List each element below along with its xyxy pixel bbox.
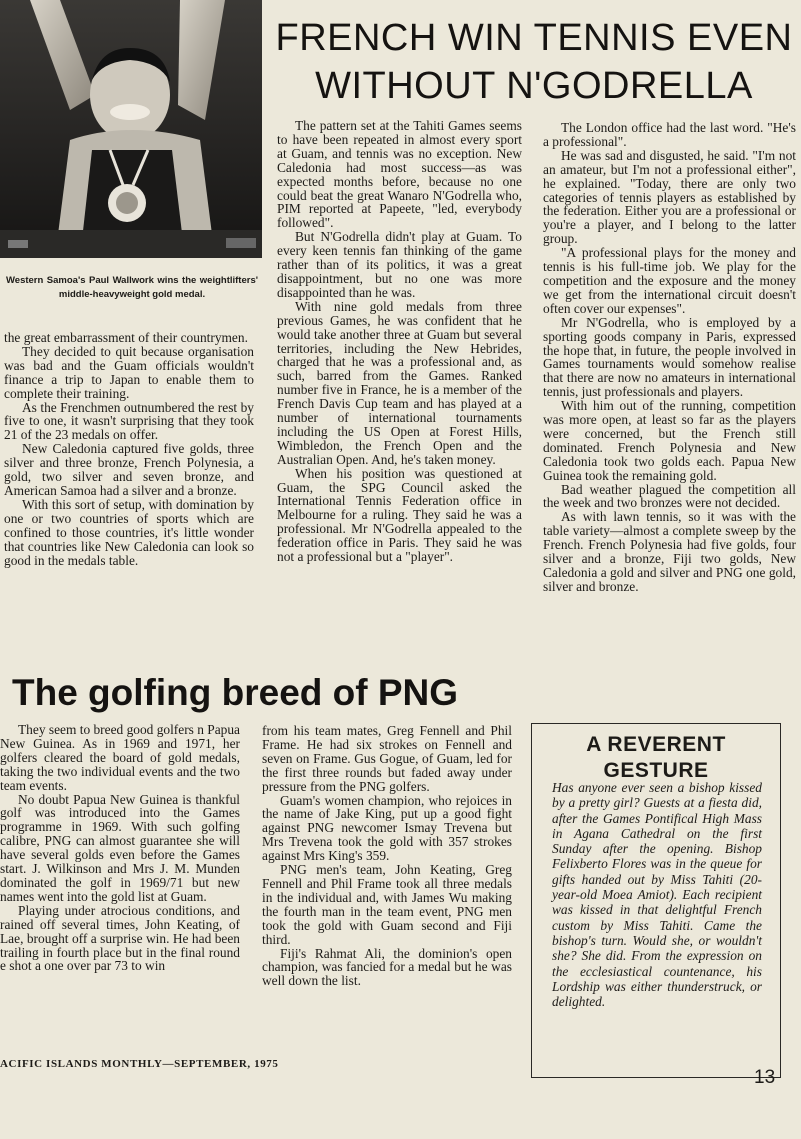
paragraph: With nine gold medals from three previous Games, he was confident that he would take another three at Guam but several territories, including the New Hebrides, charged that he was a professional and, as such, barred from the Games. Ranked number five in France, he is a member of the French Davis Cup team and has played at a number of international tournaments including the US Open at Forest Hills, Wimbledon, the French Open and the Australian Open. And, he's taken money. — [277, 298, 522, 467]
paragraph: New Caledonia captured five golds, three silver and three bronze, French Polynesia, a gold, two silver and seven bronze, and American Samoa had a silver and a bronze. — [4, 441, 254, 498]
paragraph: PNG men's team, John Keating, Greg Fennell and Phil Frame took all three medals in the individual and, with James Wu making the fourth man in the team event, PNG men took the gold with Guam second and Fiji third. — [262, 862, 512, 947]
paragraph: As with lawn tennis, so it was with the table variety—almost a complete sweep by the French. French Polynesia had five golds, four silver and a bronze, Fiji two golds, New Caledonia a gold and silver and PNG one gold, silver and bronze. — [543, 509, 796, 594]
paragraph: Mr N'Godrella, who is employed by a sporting goods company in Paris, expressed the hope that, in future, the people involved in Games tournaments would somehow realise that there are now no amateurs in international tennis, just professionals and players. — [543, 314, 796, 400]
photo-caption: Western Samoa's Paul Wallwork wins the weightlifters' middle-heavyweight gold medal. — [6, 275, 258, 300]
paragraph: The London office had the last word. "He's a professional". — [543, 120, 796, 149]
paragraph: They decided to quit because organisation was bad and the Guam officials wouldn't finance a trip to Japan to enable them to complete their training. — [4, 343, 254, 401]
paragraph: from his team mates, Greg Fennell and Phil Frame. He had six strokes on Fennell and seven on Frame. Gus Gogue, of Guam, led for the first three rounds but faded away under pressure from the PNG golfers. — [262, 723, 512, 794]
paragraph: No doubt Papua New Guinea is thankful golf was introduced into the Games programme in 1969. With such golfing calibre, PNG can almost guarantee she will have several golds even before the Games start. J. Wilkinson and Mrs J. M. Munden dominated the golf in 1969/71 but new names went into the gold list at Guam. — [0, 791, 240, 904]
paragraph: the great embarrassment of their countrymen. — [4, 330, 248, 345]
paragraph: "A professional plays for the money and tennis is his full-time job. We play for the competition and the exposure and the money we get from the international circuit doesn't often cover our expenses". — [543, 245, 796, 316]
paragraph: With this sort of setup, with domination by one or two countries of sports which are confined to those countries, it's little wonder that countries like New Caledonia can look so good in the medals table. — [4, 496, 254, 568]
weightlifter-illustration — [0, 0, 262, 258]
paragraph: They seem to breed good golfers n Papua New Guinea. As in 1969 and 1971, her golfers cleared the board of gold medals, taking the two individual events and the two team events. — [0, 722, 240, 793]
golf-headline: The golfing breed of PNG — [12, 672, 459, 713]
paragraph: Bad weather plagued the competition all the week and two bronzes were not decided. — [543, 481, 796, 511]
weightlifter-photo — [0, 0, 262, 258]
tennis-column-2 — [277, 119, 522, 564]
golf-column-1 — [0, 723, 240, 973]
box-body: Has anyone ever seen a bishop kissed by a pretty girl? Guests at a fiesta did, after the Games Pontifical High Mass in Agana Cathedral on the first Sunday after the opening. Bishop Felixberto Flores was in the queue for gifts handed out by Miss Tahiti (20-year-old Moea Amiot). Each recipient was kissed in that delightful French custom by Miss Tahiti. Came the bishop's turn. Would she, or wouldn't she? She did. From the expression on the ecclesiastical countenance, his Lordship was either thunderstruck, or delighted. — [552, 780, 762, 1010]
paragraph: Guam's women champion, who rejoices in the name of Jake King, put up a good fight against PNG newcomer Ismay Trevena but Mrs Trevena took the gold with 357 strokes against Mrs King's 359. — [262, 792, 512, 864]
tennis-column-3 — [543, 121, 796, 594]
paragraph: Fiji's Rahmat Ali, the dominion's open champion, was fancied for a medal but he was well down the list. — [262, 945, 512, 989]
box-title-line-2: GESTURE — [603, 759, 709, 782]
paragraph: But N'Godrella didn't play at Guam. To every keen tennis fan thinking of the game rather than of its politics, it was a great disappointment, but no one was more disappointed than he was. — [277, 229, 522, 300]
tennis-column-1 — [4, 331, 254, 567]
paragraph: Playing under atrocious conditions, and rained off several times, John Keating, of Lae, brought off a surprise win. He had been trailing in fourth place but in the final round e shot a one over par 73 to win — [0, 902, 240, 974]
tennis-headline — [270, 14, 798, 110]
reverent-gesture-box — [531, 723, 781, 1078]
paragraph: As the Frenchmen outnumbered the rest by five to one, it wasn't surprising that they took 21 of the 23 medals on offer. — [4, 399, 254, 443]
tennis-headline-line-1: FRENCH WIN TENNIS EVEN — [275, 17, 793, 59]
paragraph: With him out of the running, competition was more open, at least so far as the players were concerned, but the French still dominated. French Polynesia and New Caledonia took two golds each. Papua New Guinea took the remaining gold. — [543, 398, 796, 483]
box-title — [532, 732, 780, 784]
golf-column-2 — [262, 724, 512, 988]
page-number: 13 — [754, 1067, 776, 1088]
box-title-line-1: A REVERENT — [586, 733, 726, 756]
paragraph: The pattern set at the Tahiti Games seems to have been repeated in almost every sport at Guam, and tennis was no exception. New Caledonia had most success—as was expected months before, because no one could beat the great Wanaro N'Godrella who, PIM reported at Papeete, "led, everybody followed". — [277, 118, 522, 231]
paragraph: He was sad and disgusted, he said. "I'm not an amateur, but I'm not a professional either", he explained. "Today, there are only two categories of tennis players as established by the federation. Either you are a professional or you're a player, and I belong to the latter group. — [543, 147, 796, 247]
publication-footer: ACIFIC ISLANDS MONTHLY—SEPTEMBER, 1975 — [0, 1058, 279, 1070]
paragraph: When his position was questioned at Guam, the SPG Council asked the International Tennis Federation office in Melbourne for a ruling. They said he was a professional. Mr N'Godrella appealed to the federation office in Paris. They said he was not a professional but a "player". — [277, 465, 522, 565]
tennis-headline-line-2: WITHOUT N'GODRELLA — [315, 65, 753, 107]
